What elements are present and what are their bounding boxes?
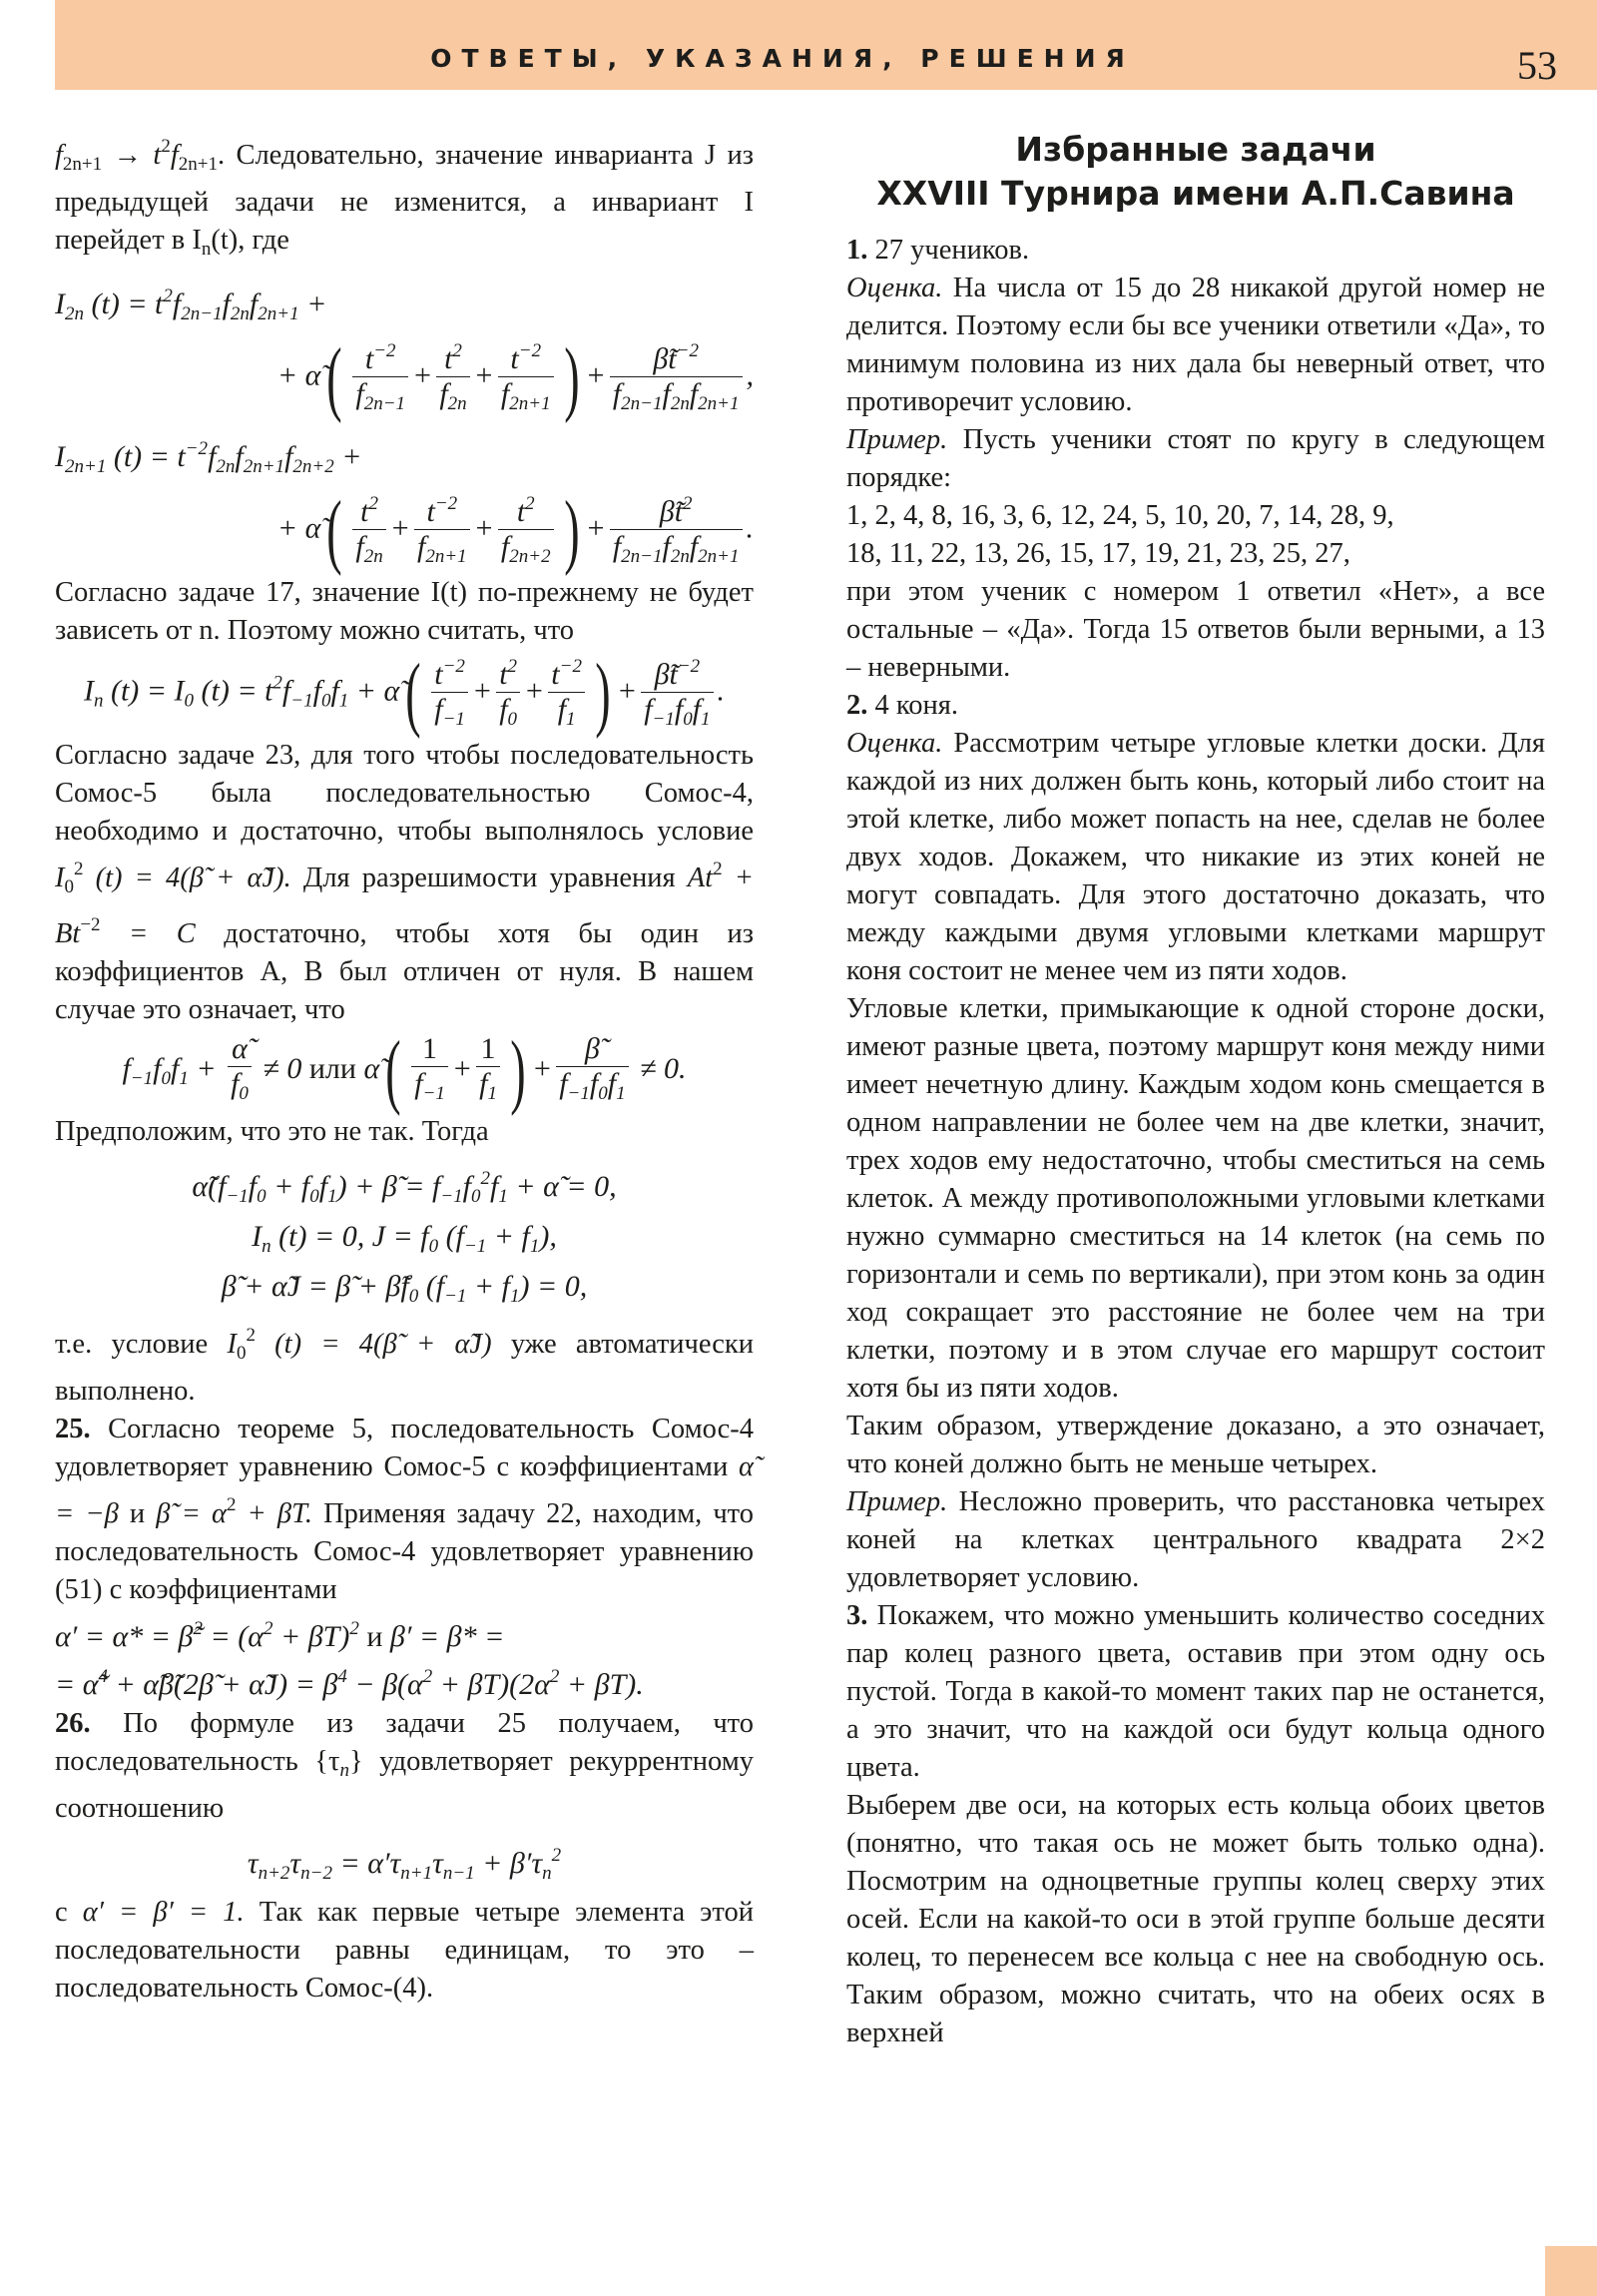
formula-system-2: $I_n$ (t) = 0, $J = f_0$ $(f_{-1} + f_1)$, [252,1220,557,1257]
paragraph-25: 25. Согласно теореме 5, последовательность Сомос-4 удовлетворяет уравнению Сомос-5 с коэффициентами α̃ = −β и β̃ = $\alpha^2 + \beta T$. Применяя задачу 22, находим, что последовательность Сомос-4 удовлетворяет уравнению (51) с коэффициентами [55,1414,755,1605]
right-column [846,128,1545,2052]
answer-3-paragraph-2: Выберем две оси, на которых есть кольца обоих цветов (понятно, что такая ось не может быть только одна). Посмотрим на одноцветные группы колец сверху этих осей. Если на какой-то оси в этой группе больше десяти колец, то перенесем все кольца с нее на свободную ось. Таким образом, можно считать, что на обеих осях в верхней [846,1790,1545,2048]
answer-1-tail: при этом ученик с номером 1 ответил «Нет», а все остальные – «Да». Тогда 15 ответов были верными, а 13 – неверными. [846,576,1545,683]
running-title: ОТВЕТЫ, УКАЗАНИЯ, РЕШЕНИЯ [430,44,1135,73]
formula-i2n-line2: + α̃( $\frac{t^{-2}}{f_{2n-1}}$ + $\frac{t^2}{f_{2n}}$ + $\frac{t^{-2}}{f_{2n+1}}$ ) + $\frac{\betãt^{-2}}{f_{2n-1}f_{2n}f_{2n+1}}$ , [276,330,754,424]
answer-2: 2. 4 коня. [846,690,959,721]
page-number: 53 [1517,43,1557,88]
side-tab [1545,2246,1597,2296]
answer-1-example: Пример. Пусть ученики стоят по кругу в следующем порядке: [846,424,1545,493]
paragraph-task23: Согласно задаче 23, для того чтобы последовательность Сомос-5 была последовательностью Сомос-4, необходимо и достаточно, чтобы выполнялось условие $I_0^2$ (t) = 4(β̃ + α̃J). Для разрешимости уравнения $At^2 + Bt^{-2} = C$ достаточно, чтобы хотя бы один из коэффициентов A, B был отличен от нуля. В нашем случае это означает, что [55,740,754,1025]
section-heading-line1: Избранные задачи [1015,130,1376,169]
answer-1-sequence-2: 18, 11, 22, 13, 26, 15, 17, 19, 21, 23, 25, 27, [846,538,1350,569]
formula-i2n-line1: $I_{2n}$ $(t) = t^2f_{2n-1}f_{2n}f_{2n+1}$ + [55,286,327,324]
formula-recurrence: $\tau_{n+2}\tau_{n-2} = \alpha'\tau_{n+1}\tau_{n-1} + \beta'\tau_n^2$ [247,1845,562,1884]
answer-2-paragraph-2: Угловые клетки, примыкающие к одной стороне доски, имеют разные цвета, поэтому маршрут коня между ними имеет нечетную длину. Каждым ходом конь смещается в одном направлении не более чем на две клетки, значит, трех ходов ему недостаточно, чтобы сместиться на семь клеток. А между противоположными угловыми клетками нужно суммарно сместиться на 14 клеток (на семь по горизонтали и семь по вертикали), при этом конь за один ход сокращает это расстояние не более чем на три клетки, поэтому и в этом случае его маршрут состоит хотя бы из пяти ходов. [846,993,1545,1404]
section-heading [846,128,1545,216]
formula-i2n1-line1: $I_{2n+1}$ $(t) = t^{-2}f_{2n}f_{2n+1}f_{2n+2}$ + [55,438,362,477]
formula-coefficients-2: = α̃$^4$ + α̃β̃(2β̃ + α̃J) = $\beta^4 - \beta(\alpha^2 + \beta T)(2\alpha^2 + \beta T)$. [55,1666,644,1701]
paragraph-task17: Согласно задаче 17, значение I(t) по-прежнему не будет зависеть от n. Поэтому можно считать, что [55,577,754,646]
formula-system-3: β̃ + α̃J = β̃ + $\betãf_0$ $(f_{-1} + f_1) = 0$, [221,1270,588,1307]
paragraph-26-end: с α′ = β′ = 1. Так как первые четыре элемента этой последовательности равны единицам, то это – последовательность Сомос-(4). [55,1897,754,2004]
formula-i2n1-line2: + α̃( $\frac{t^2}{f_{2n}}$ + $\frac{t^{-2}}{f_{2n+1}}$ + $\frac{t^2}{f_{2n+2}}$ ) + $\frac{\betãt^2}{f_{2n-1}f_{2n}f_{2n+1}}$ . [276,483,754,577]
formula-coefficients-1: α′ = α* = β̃$^2$ = $(\alpha^2 + \beta T)^2$ и β′ = β* = [55,1618,505,1653]
answer-2-estimate: Оценка. Рассмотрим четыре угловые клетки доски. Для каждой из них должен быть конь, который либо стоит на этой клетке, либо может попасть на нее, сделав не более двух ходов. Докажем, что никакие из этих коней не могут совпадать. Для этого достаточно доказать, что между каждыми двумя угловыми клетками маршрут коня состоит не менее чем из пяти ходов. [846,728,1545,986]
answer-1: 1. 27 учеников. [846,235,1030,266]
answer-3: 3. Покажем, что можно уменьшить количество соседних пар колец разного цвета, оставив при этом одну ось пустой. Тогда в какой-то момент таких пар не останется, а это значит, что на каждой оси будут кольца одного цвета. [846,1600,1546,1783]
answer-1-estimate: Оценка. На числа от 15 до 28 никакой другой номер не делится. Поэтому если бы все ученики ответили «Да», то минимум половина из них дала бы неверный ответ, что противоречит условию. [846,273,1545,417]
section-heading-line2: XXVIII Турнира имени А.П.Савина [876,174,1515,213]
paragraph-intro: $f_{2n+1} \to t^2f_{2n+1}$. Следовательно, значение инварианта J из предыдущей задачи не изменится, а инвариант I перейдет в $I_n(t)$, где [55,136,754,260]
answer-1-sequence-1: 1, 2, 4, 8, 16, 3, 6, 12, 24, 5, 10, 20, 7, 14, 28, 9, [846,500,1394,531]
formula-in-t: $I_n$ $(t) = I_0$ $(t) = t^2f_{-1}f_0f_1$ + α̃( $\frac{t^{-2}}{f_{-1}}$ + $\frac{t^2}{f_0}$ + $\frac{t^{-2}}{f_1}$ ) + $\frac{\betãt^{-2}}{f_{-1}f_0f_1}$ . [83,646,726,740]
answer-2-paragraph-3: Таким образом, утверждение доказано, а это означает, что коней должно быть не меньше четырех. [846,1411,1545,1479]
formula-nonzero: $f_{-1}f_0f_1$ + $\frac{\alphã}{f_0}$ ≠ 0 или α̃( $\frac{1}{f_{-1}}$ + $\frac{1}{f_1}$ ) + $\frac{\betã}{f_{-1}f_0f_1}$ ≠ 0. [122,1024,687,1117]
paragraph-condition: т.е. условие $I_0^2$ (t) = 4(β̃ + α̃J) уже автоматически выполнено. [55,1325,754,1407]
answer-2-example: Пример. Несложно проверить, что расстановка четырех коней на клетках центрального квадрата 2×2 удовлетворяет условию. [846,1486,1546,1593]
paragraph-26: 26. По формуле из задачи 25 получаем, что последовательность $\{\tau_n\}$ удовлетворяет рекуррентному соотношению [55,1708,755,1824]
page-header [0,0,1597,90]
paragraph-suppose: Предположим, что это не так. Тогда [55,1116,489,1147]
formula-system-1: $\alphã(f_{-1}f_0 + f_0f_1)$ + β̃ = $f_{-1}f_0^2f_1$ + α̃ = 0, [192,1168,617,1207]
left-column [55,128,754,2008]
